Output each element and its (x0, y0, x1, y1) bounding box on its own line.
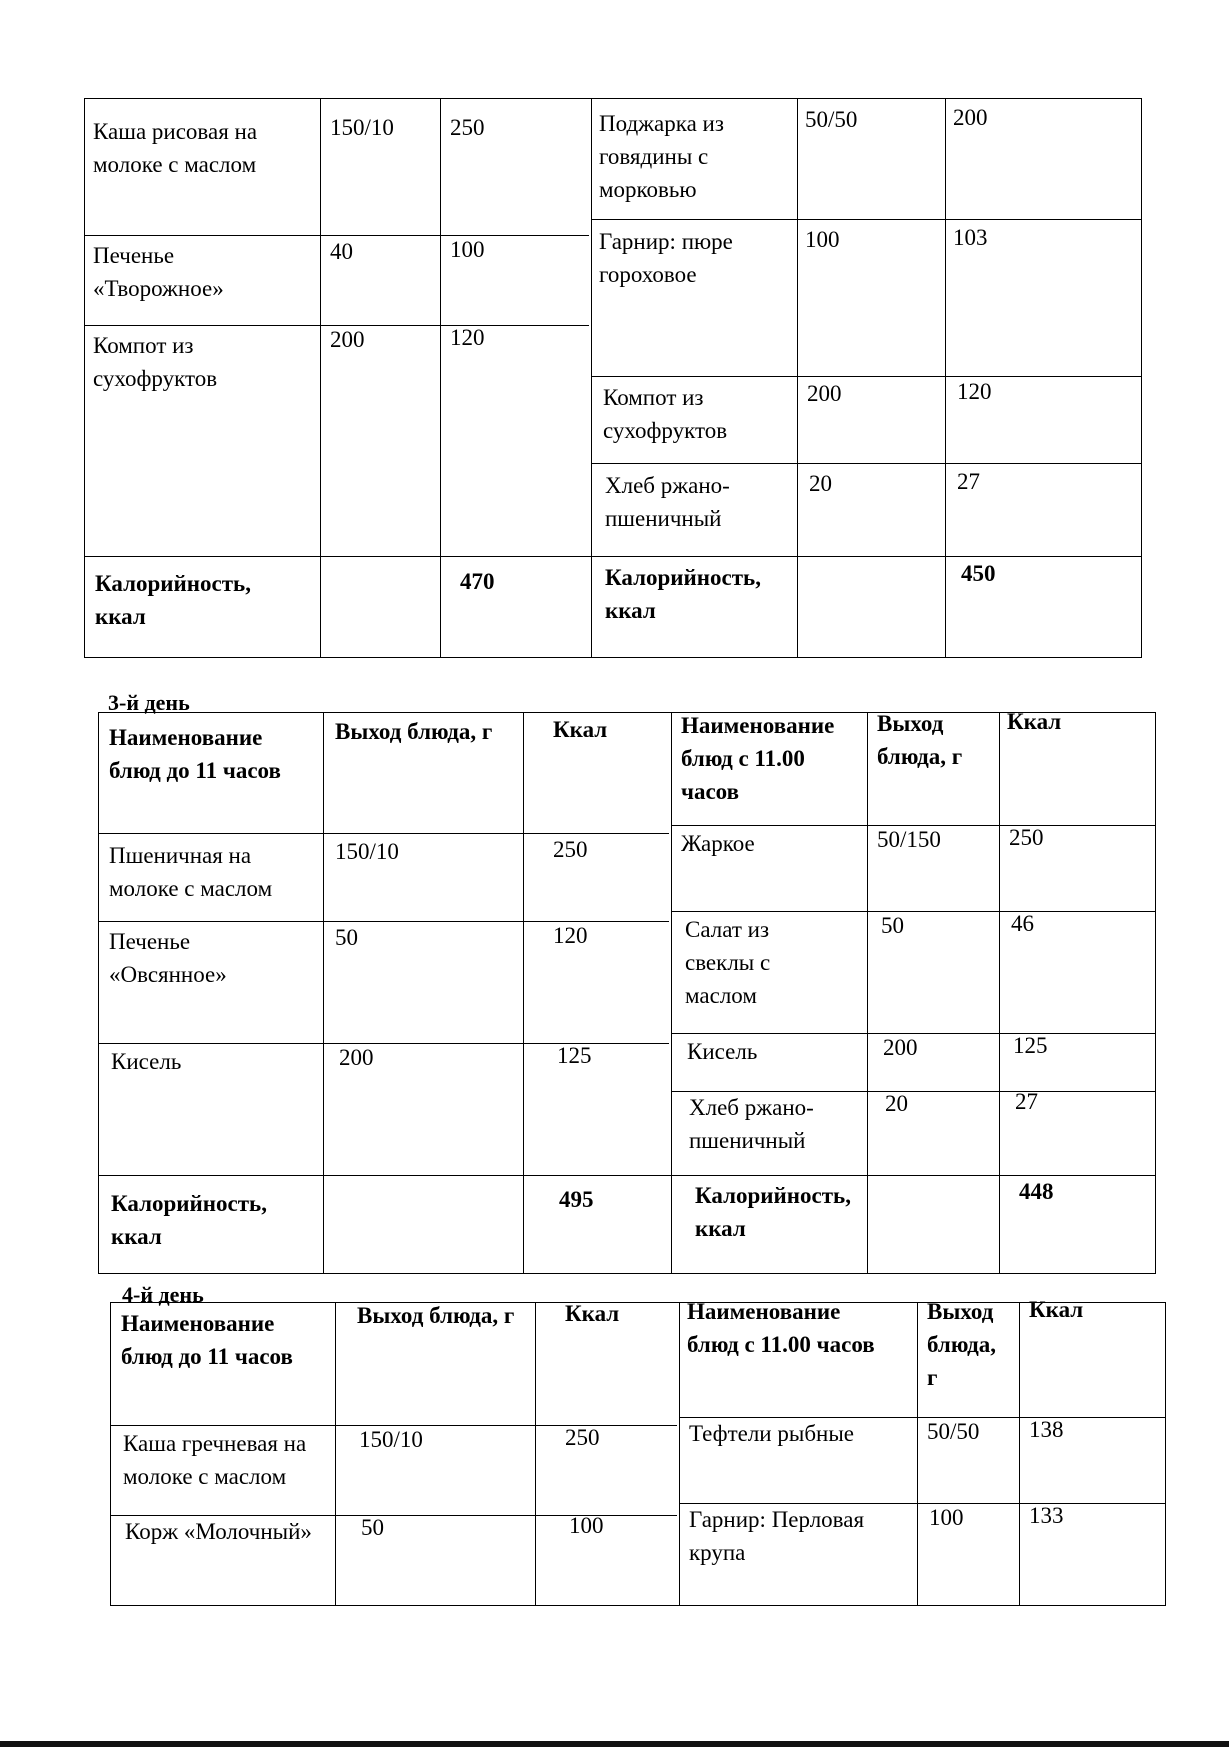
table-cell-yield: 150/10 (330, 115, 394, 140)
column-header: Наименование блюд до 11 часов (121, 1311, 293, 1369)
table-cell-dish: Кисель (687, 1039, 758, 1064)
table-cell-kcal: 250 (1009, 825, 1044, 850)
table-cell-kcal: 120 (450, 325, 485, 350)
table-cell-kcal: 133 (1029, 1503, 1064, 1528)
column-header: Наименование блюд до 11 часов (109, 725, 281, 783)
table-cell-yield: 50 (335, 925, 358, 950)
table-cell-kcal: 100 (450, 237, 485, 262)
menu-table-day4 (110, 1297, 1166, 1606)
table-cell-yield: 50 (881, 913, 904, 938)
total-kcal: 450 (961, 561, 996, 586)
table-cell-yield: 100 (805, 227, 840, 252)
table-cell-yield: 200 (807, 381, 842, 406)
table-cell-dish: Пшеничная на молоке с маслом (109, 843, 273, 901)
table-cell-kcal: 46 (1011, 911, 1034, 936)
table-cell-dish: Кисель (111, 1049, 182, 1074)
day-title: 3-й день (108, 690, 190, 715)
table-cell-dish: Поджарка из говядины с морковью (599, 111, 724, 202)
table-cell-dish: Салат из свеклы с маслом (685, 917, 771, 1008)
table-cell-kcal: 27 (1015, 1089, 1038, 1114)
total-label: Калорийность, ккал (695, 1183, 851, 1241)
table-cell-kcal: 120 (957, 379, 992, 404)
column-header: Ккал (1029, 1297, 1084, 1322)
table-cell-dish: Печенье «Овсянное» (109, 929, 227, 987)
table-cell-yield: 200 (339, 1045, 374, 1070)
scan-edge (0, 1741, 1229, 1747)
table-cell-kcal: 250 (565, 1425, 600, 1450)
table-cell-dish: Хлеб ржано- пшеничный (605, 473, 730, 531)
table-cell-kcal: 200 (953, 105, 988, 130)
table-cell-yield: 200 (883, 1035, 918, 1060)
menu-table-day3 (98, 709, 1156, 1274)
column-header: Выход блюда, г (927, 1299, 996, 1390)
table-cell-dish: Компот из сухофруктов (93, 333, 218, 391)
total-kcal: 495 (559, 1187, 594, 1212)
table-cell-yield: 150/10 (335, 839, 399, 864)
column-header: Выход блюда, г (357, 1303, 515, 1328)
total-label: Калорийность, ккал (95, 571, 251, 629)
table-cell-yield: 50/50 (805, 107, 858, 132)
column-header: Выход блюда, г (877, 711, 963, 769)
column-header: Наименование блюд с 11.00 часов (681, 713, 835, 804)
table-cell-yield: 150/10 (359, 1427, 423, 1452)
table-cell-yield: 50 (361, 1515, 384, 1540)
total-kcal: 448 (1019, 1179, 1054, 1204)
table-cell-dish: Гарнир: пюре гороховое (599, 229, 733, 287)
table-cell-yield: 200 (330, 327, 365, 352)
total-kcal: 470 (460, 569, 495, 594)
table-cell-dish: Каша рисовая на молоке с маслом (93, 119, 258, 177)
table-cell-yield: 100 (929, 1505, 964, 1530)
table-cell-kcal: 100 (569, 1513, 604, 1538)
column-header: Ккал (553, 717, 608, 742)
table-cell-kcal: 125 (557, 1043, 592, 1068)
table-cell-kcal: 250 (553, 837, 588, 862)
table-cell-dish: Жаркое (681, 831, 755, 856)
table-cell-yield: 20 (885, 1091, 908, 1116)
column-header: Ккал (565, 1301, 620, 1326)
total-label: Калорийность, ккал (605, 565, 761, 623)
table-cell-yield: 50/50 (927, 1419, 980, 1444)
table-cell-dish: Хлеб ржано- пшеничный (689, 1095, 814, 1153)
column-header: Наименование блюд с 11.00 часов (687, 1299, 875, 1357)
table-cell-kcal: 103 (953, 225, 988, 250)
table-cell-kcal: 27 (957, 469, 980, 494)
table-cell-kcal: 250 (450, 115, 485, 140)
day-title: 4-й день (122, 1282, 204, 1307)
table-cell-dish: Компот из сухофруктов (603, 385, 728, 443)
menu-table-day2 (84, 98, 1142, 658)
table-cell-dish: Корж «Молочный» (125, 1519, 312, 1544)
table-cell-yield: 50/150 (877, 827, 941, 852)
table-cell-dish: Каша гречневая на молоке с маслом (123, 1431, 307, 1489)
table-cell-kcal: 138 (1029, 1417, 1064, 1442)
table-cell-kcal: 120 (553, 923, 588, 948)
table-cell-dish: Печенье «Творожное» (93, 243, 224, 301)
table-cell-dish: Тефтели рыбные (689, 1421, 854, 1446)
table-cell-dish: Гарнир: Перловая крупа (689, 1507, 865, 1565)
column-header: Выход блюда, г (335, 719, 493, 744)
column-header: Ккал (1007, 709, 1062, 734)
table-cell-kcal: 125 (1013, 1033, 1048, 1058)
total-label: Калорийность, ккал (111, 1191, 267, 1249)
table-cell-yield: 40 (330, 239, 353, 264)
table-cell-yield: 20 (809, 471, 832, 496)
